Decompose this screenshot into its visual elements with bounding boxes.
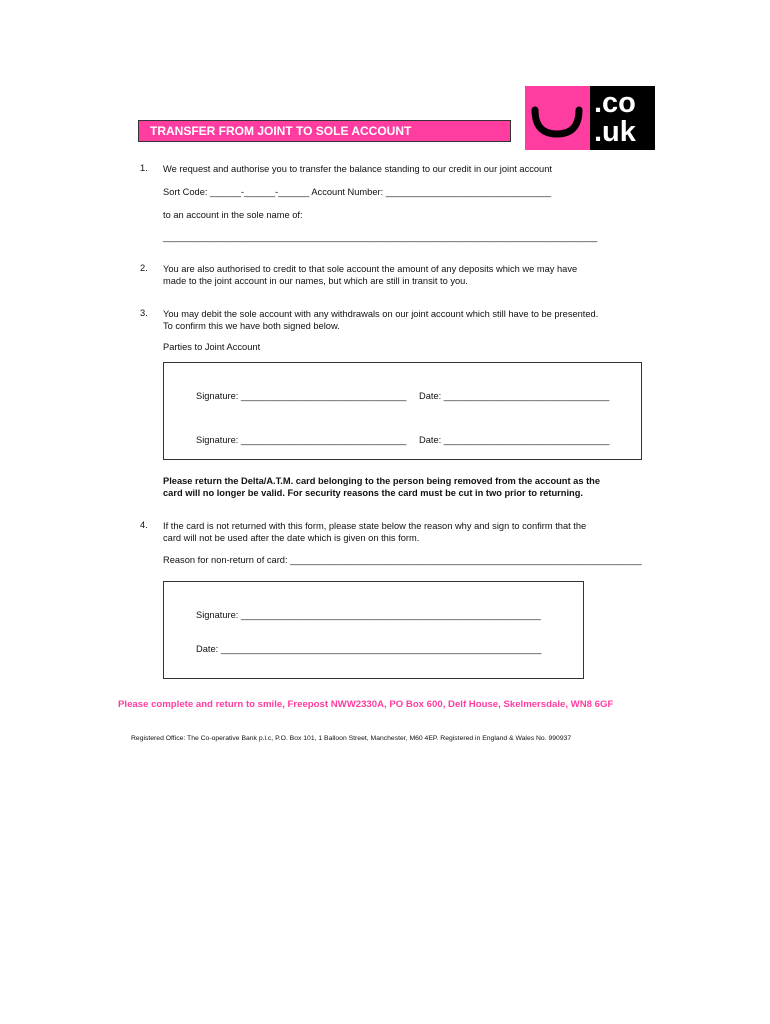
parties-label: Parties to Joint Account [163, 342, 261, 352]
smile-logo [525, 86, 655, 150]
date-field-3[interactable]: Date: ______________________________________________________________ [196, 644, 542, 654]
date-field-2[interactable]: Date: ________________________________ [419, 435, 610, 445]
item4-line1: If the card is not returned with this form, please state below the reason why and sign to confirm that the [163, 521, 587, 531]
item1-number: 1. [140, 163, 148, 173]
item4-line2: card will not be used after the date which is given on this form. [163, 533, 420, 543]
joint-signature-box [163, 362, 642, 460]
signature-field-2[interactable]: Signature: ________________________________ [196, 435, 407, 445]
non-return-signature-box [163, 581, 584, 679]
sort-code-account-number-field[interactable]: Sort Code: ______-______-______ Account Number: ________________________________ [163, 187, 552, 197]
signature-field-3[interactable]: Signature: __________________________________________________________ [196, 610, 541, 620]
sole-name-label: to an account in the sole name of: [163, 210, 303, 220]
logo-uk: .uk [594, 116, 636, 148]
item1-text: We request and authorise you to transfer the balance standing to our credit in our joint account [163, 164, 552, 174]
form-title: TRANSFER FROM JOINT TO SOLE ACCOUNT [150, 124, 412, 138]
item2-line1: You are also authorised to credit to that sole account the amount of any deposits which we may have [163, 264, 578, 274]
card-return-notice-line2: card will no longer be valid. For security reasons the card must be cut in two prior to returning. [163, 488, 583, 498]
item2-number: 2. [140, 263, 148, 273]
reason-field[interactable]: Reason for non-return of card: ____________________________________________________________________ [163, 555, 642, 565]
logo-co: .co [594, 87, 636, 119]
date-field-1[interactable]: Date: ________________________________ [419, 391, 610, 401]
item3-number: 3. [140, 308, 148, 318]
item4-number: 4. [140, 520, 148, 530]
form-title-bar [138, 120, 511, 142]
card-return-notice-line1: Please return the Delta/A.T.M. card belonging to the person being removed from the account as the [163, 476, 601, 486]
smile-icon [525, 86, 590, 150]
return-address: Please complete and return to smile, Freepost NWW2330A, PO Box 600, Delf House, Skelmersdale, WN8 6GF [118, 699, 614, 710]
item2-line2: made to the joint account in our names, but which are still in transit to you. [163, 276, 468, 286]
registered-office: Registered Office: The Co-operative Bank p.l.c, P.O. Box 101, 1 Balloon Street, Manchester, M60 4EP. Registered in England & Wales No. 990937 [131, 735, 572, 742]
signature-field-1[interactable]: Signature: ________________________________ [196, 391, 407, 401]
item3-line2: To confirm this we have both signed below. [163, 321, 340, 331]
sole-name-field[interactable]: ____________________________________________________________________________________ [163, 232, 598, 242]
logo-domain-text [590, 86, 655, 150]
item3-line1: You may debit the sole account with any withdrawals on our joint account which still have to be presented. [163, 309, 599, 319]
